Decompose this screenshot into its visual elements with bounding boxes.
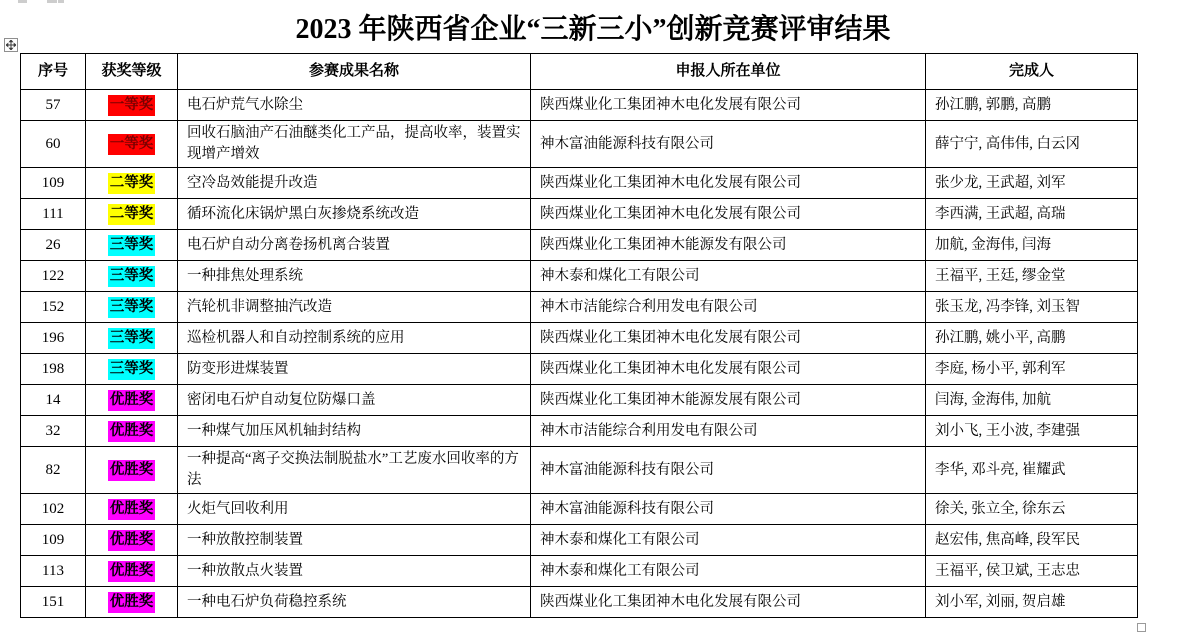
- cell-completers: 李庭, 杨小平, 郭利军: [926, 354, 1138, 385]
- cell-serial: 32: [21, 416, 86, 447]
- header-row: [21, 54, 1138, 90]
- cell-award: [86, 168, 178, 199]
- cell-award: [86, 494, 178, 525]
- cell-achievement: 电石炉自动分离卷扬机离合装置: [178, 230, 531, 261]
- cell-achievement: 密闭电石炉自动复位防爆口盖: [178, 385, 531, 416]
- screen-artifact: [18, 0, 27, 3]
- cell-award: [86, 292, 178, 323]
- cell-serial: 198: [21, 354, 86, 385]
- cell-completers: 王福平, 侯卫斌, 王志忠: [926, 556, 1138, 587]
- award-badge: 优胜奖: [108, 499, 156, 520]
- table-row: [21, 525, 1138, 556]
- cell-serial: 196: [21, 323, 86, 354]
- cell-award: [86, 525, 178, 556]
- document-title: 2023 年陕西省企业“三新三小”创新竞赛评审结果: [295, 14, 891, 45]
- award-badge: 优胜奖: [108, 561, 156, 582]
- cell-award: [86, 416, 178, 447]
- cell-organization: 陕西煤业化工集团神木能源发展有限公司: [531, 385, 926, 416]
- cell-achievement: 空冷岛效能提升改造: [178, 168, 531, 199]
- cell-completers: 徐关, 张立全, 徐东云: [926, 494, 1138, 525]
- cell-organization: 神木富油能源科技有限公司: [531, 121, 926, 168]
- table-row: [21, 199, 1138, 230]
- award-badge: 优胜奖: [108, 530, 156, 551]
- cell-completers: 李西满, 王武超, 高瑞: [926, 199, 1138, 230]
- cell-completers: 王福平, 王廷, 缪金堂: [926, 261, 1138, 292]
- table-row: [21, 168, 1138, 199]
- cell-serial: 60: [21, 121, 86, 168]
- cell-achievement: 循环流化床锅炉黑白灰掺烧系统改造: [178, 199, 531, 230]
- screen-artifact: [47, 0, 57, 3]
- award-badge: 二等奖: [108, 173, 156, 194]
- cell-organization: 陕西煤业化工集团神木电化发展有限公司: [531, 587, 926, 618]
- cell-serial: 151: [21, 587, 86, 618]
- cell-achievement: 巡检机器人和自动控制系统的应用: [178, 323, 531, 354]
- cell-organization: 陕西煤业化工集团神木电化发展有限公司: [531, 354, 926, 385]
- table-row: [21, 416, 1138, 447]
- award-badge: 三等奖: [108, 266, 156, 287]
- cell-organization: 神木市洁能综合利用发电有限公司: [531, 292, 926, 323]
- cell-achievement: 电石炉荒气水除尘: [178, 90, 531, 121]
- cell-award: [86, 261, 178, 292]
- column-header: 申报人所在单位: [531, 54, 926, 90]
- table-row: [21, 556, 1138, 587]
- table-move-handle[interactable]: [4, 38, 18, 52]
- award-badge: 优胜奖: [108, 390, 156, 411]
- table-row: [21, 230, 1138, 261]
- award-badge: 三等奖: [108, 235, 156, 256]
- award-badge: 三等奖: [108, 328, 156, 349]
- cell-completers: 张少龙, 王武超, 刘军: [926, 168, 1138, 199]
- cell-serial: 113: [21, 556, 86, 587]
- cell-achievement: 一种排焦处理系统: [178, 261, 531, 292]
- cell-award: [86, 385, 178, 416]
- cell-serial: 122: [21, 261, 86, 292]
- cell-organization: 神木富油能源科技有限公司: [531, 447, 926, 494]
- cell-achievement: 汽轮机非调整抽汽改造: [178, 292, 531, 323]
- cell-award: [86, 447, 178, 494]
- cell-completers: 孙江鹏, 郭鹏, 高鹏: [926, 90, 1138, 121]
- move-cross-icon: [6, 40, 16, 50]
- cell-award: [86, 199, 178, 230]
- cell-serial: 152: [21, 292, 86, 323]
- cell-serial: 26: [21, 230, 86, 261]
- cell-organization: 陕西煤业化工集团神木电化发展有限公司: [531, 168, 926, 199]
- cell-serial: 14: [21, 385, 86, 416]
- table-row: [21, 292, 1138, 323]
- cell-organization: 陕西煤业化工集团神木电化发展有限公司: [531, 323, 926, 354]
- cell-organization: 神木泰和煤化工有限公司: [531, 525, 926, 556]
- cell-organization: 陕西煤业化工集团神木能源发有限公司: [531, 230, 926, 261]
- cell-completers: 赵宏伟, 焦高峰, 段军民: [926, 525, 1138, 556]
- column-header: 获奖等级: [86, 54, 178, 90]
- table-row: [21, 447, 1138, 494]
- table-row: [21, 323, 1138, 354]
- column-header: 完成人: [926, 54, 1138, 90]
- cell-completers: 刘小飞, 王小波, 李建强: [926, 416, 1138, 447]
- cell-award: [86, 587, 178, 618]
- award-badge: 优胜奖: [108, 421, 156, 442]
- cell-achievement: 一种提高“离子交换法制脱盐水”工艺废水回收率的方法: [178, 447, 531, 494]
- cell-serial: 102: [21, 494, 86, 525]
- cell-award: [86, 556, 178, 587]
- results-table: [20, 53, 1138, 618]
- cell-completers: 薛宁宁, 高伟伟, 白云冈: [926, 121, 1138, 168]
- cell-organization: 神木泰和煤化工有限公司: [531, 556, 926, 587]
- cell-award: [86, 90, 178, 121]
- cell-achievement: 火炬气回收利用: [178, 494, 531, 525]
- award-badge: 一等奖: [108, 134, 156, 155]
- cell-organization: 陕西煤业化工集团神木电化发展有限公司: [531, 90, 926, 121]
- cell-achievement: 一种电石炉负荷稳控系统: [178, 587, 531, 618]
- table-row: [21, 354, 1138, 385]
- table-row: [21, 587, 1138, 618]
- table-row: [21, 261, 1138, 292]
- cell-achievement: 防变形进煤装置: [178, 354, 531, 385]
- cell-award: [86, 230, 178, 261]
- table-row: [21, 90, 1138, 121]
- cell-achievement: 一种放散点火装置: [178, 556, 531, 587]
- award-badge: 优胜奖: [108, 460, 156, 481]
- table-resize-handle[interactable]: [1137, 623, 1146, 632]
- cell-organization: 神木富油能源科技有限公司: [531, 494, 926, 525]
- cell-serial: 57: [21, 90, 86, 121]
- table-row: [21, 385, 1138, 416]
- cell-award: [86, 121, 178, 168]
- award-badge: 二等奖: [108, 204, 156, 225]
- table-row: [21, 494, 1138, 525]
- cell-completers: 闫海, 金海伟, 加航: [926, 385, 1138, 416]
- cell-completers: 孙江鹏, 姚小平, 高鹏: [926, 323, 1138, 354]
- award-badge: 三等奖: [108, 297, 156, 318]
- cell-award: [86, 354, 178, 385]
- award-badge: 优胜奖: [108, 592, 156, 613]
- cell-serial: 82: [21, 447, 86, 494]
- cell-organization: 神木市洁能综合利用发电有限公司: [531, 416, 926, 447]
- table-row: [21, 121, 1138, 168]
- cell-organization: 神木泰和煤化工有限公司: [531, 261, 926, 292]
- cell-completers: 加航, 金海伟, 闫海: [926, 230, 1138, 261]
- cell-organization: 陕西煤业化工集团神木电化发展有限公司: [531, 199, 926, 230]
- screen-artifact: [58, 0, 64, 3]
- column-header: 参赛成果名称: [178, 54, 531, 90]
- column-header: 序号: [21, 54, 86, 90]
- cell-serial: 109: [21, 168, 86, 199]
- cell-serial: 109: [21, 525, 86, 556]
- cell-award: [86, 323, 178, 354]
- cell-completers: 刘小军, 刘丽, 贺启雄: [926, 587, 1138, 618]
- cell-serial: 111: [21, 199, 86, 230]
- cell-completers: 李华, 邓斗亮, 崔耀武: [926, 447, 1138, 494]
- table-body: [21, 90, 1138, 618]
- award-badge: 一等奖: [108, 95, 156, 116]
- cell-achievement: 一种煤气加压风机轴封结构: [178, 416, 531, 447]
- cell-achievement: 回收石脑油产石油醚类化工产品，提高收率，装置实现增产增效: [178, 121, 531, 168]
- cell-completers: 张玉龙, 冯李锋, 刘玉智: [926, 292, 1138, 323]
- cell-achievement: 一种放散控制装置: [178, 525, 531, 556]
- award-badge: 三等奖: [108, 359, 156, 380]
